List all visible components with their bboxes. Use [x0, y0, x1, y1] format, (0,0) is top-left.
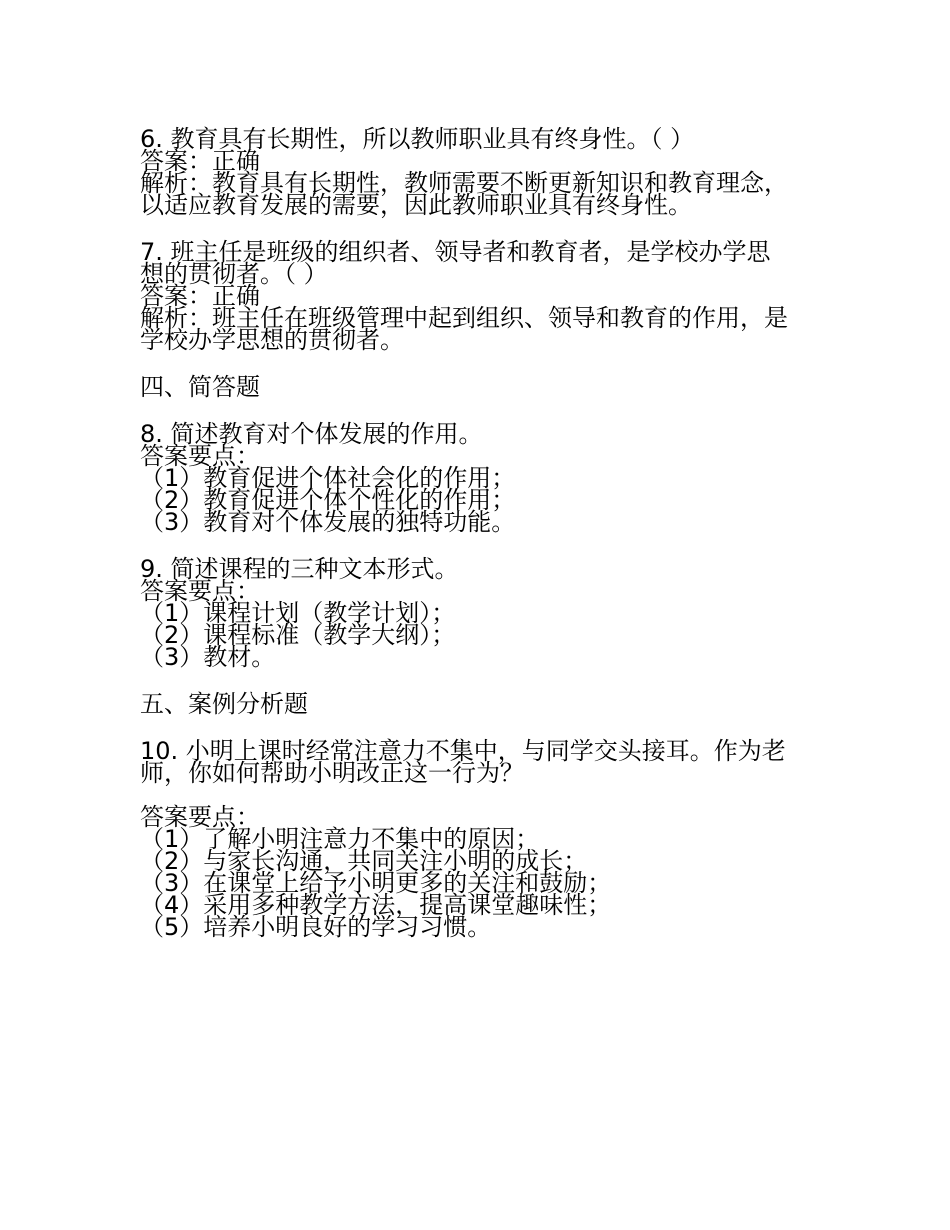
- question-10-points-label: 答案要点：: [140, 803, 260, 831]
- question-6-answer: 答案：正确: [140, 147, 260, 175]
- question-10-point-4: （4）采用多种教学方法，提高课堂趣味性；: [140, 891, 612, 919]
- question-9-text: 9. 简述课程的三种文本形式。: [140, 555, 459, 583]
- question-8-point-2: （2）教育促进个体个性化的作用；: [140, 486, 516, 514]
- question-8: [140, 420, 820, 536]
- question-10: [140, 737, 820, 941]
- question-7: [140, 238, 820, 354]
- question-8-text: 8. 简述教育对个体发展的作用。: [140, 420, 483, 448]
- question-7-text-line-2: 想的贯彻者。（ ）: [140, 260, 328, 288]
- question-6: [140, 125, 820, 219]
- question-10-point-2: （2）与家长沟通，共同关注小明的成长；: [140, 847, 588, 875]
- question-7-answer: 答案：正确: [140, 282, 260, 310]
- question-8-point-1: （1）教育促进个体社会化的作用；: [140, 464, 516, 492]
- question-9-point-1: （1）课程计划（教学计划）；: [140, 599, 456, 627]
- question-7-text-line-1: 7. 班主任是班级的组织者、领导者和教育者，是学校办学思: [140, 238, 771, 266]
- question-9-point-2: （2）课程标准（教学大纲）；: [140, 621, 456, 649]
- question-10-point-1: （1）了解小明注意力不集中的原因；: [140, 825, 540, 853]
- question-7-analysis-line-2: 学校办学思想的贯彻者。: [140, 326, 404, 354]
- question-10-text-line-1: 10. 小明上课时经常注意力不集中，与同学交头接耳。作为老: [140, 737, 786, 765]
- question-6-analysis-line-2: 以适应教育发展的需要，因此教师职业具有终身性。: [140, 191, 692, 219]
- question-7-analysis-line-1: 解析：班主任在班级管理中起到组织、领导和教育的作用，是: [140, 304, 788, 332]
- question-9-points-label: 答案要点：: [140, 577, 260, 605]
- question-9-point-3: （3）教材。: [140, 643, 276, 671]
- question-10-point-5: （5）培养小明良好的学习习惯。: [140, 913, 492, 941]
- question-6-text: 6. 教育具有长期性，所以教师职业具有终身性。（ ）: [140, 125, 695, 153]
- section-heading-short-answer: 四、简答题: [140, 373, 260, 401]
- question-6-analysis-line-1: 解析：教育具有长期性，教师需要不断更新知识和教育理念，: [140, 169, 788, 197]
- question-8-points-label: 答案要点：: [140, 442, 260, 470]
- question-8-point-3: （3）教育对个体发展的独特功能。: [140, 508, 516, 536]
- question-10-point-3: （3）在课堂上给予小明更多的关注和鼓励；: [140, 869, 612, 897]
- document-page: [140, 125, 820, 941]
- question-10-text-line-2: 师，你如何帮助小明改正这一行为？: [140, 759, 524, 787]
- question-9: [140, 555, 820, 671]
- section-heading-case-analysis: 五、案例分析题: [140, 690, 308, 718]
